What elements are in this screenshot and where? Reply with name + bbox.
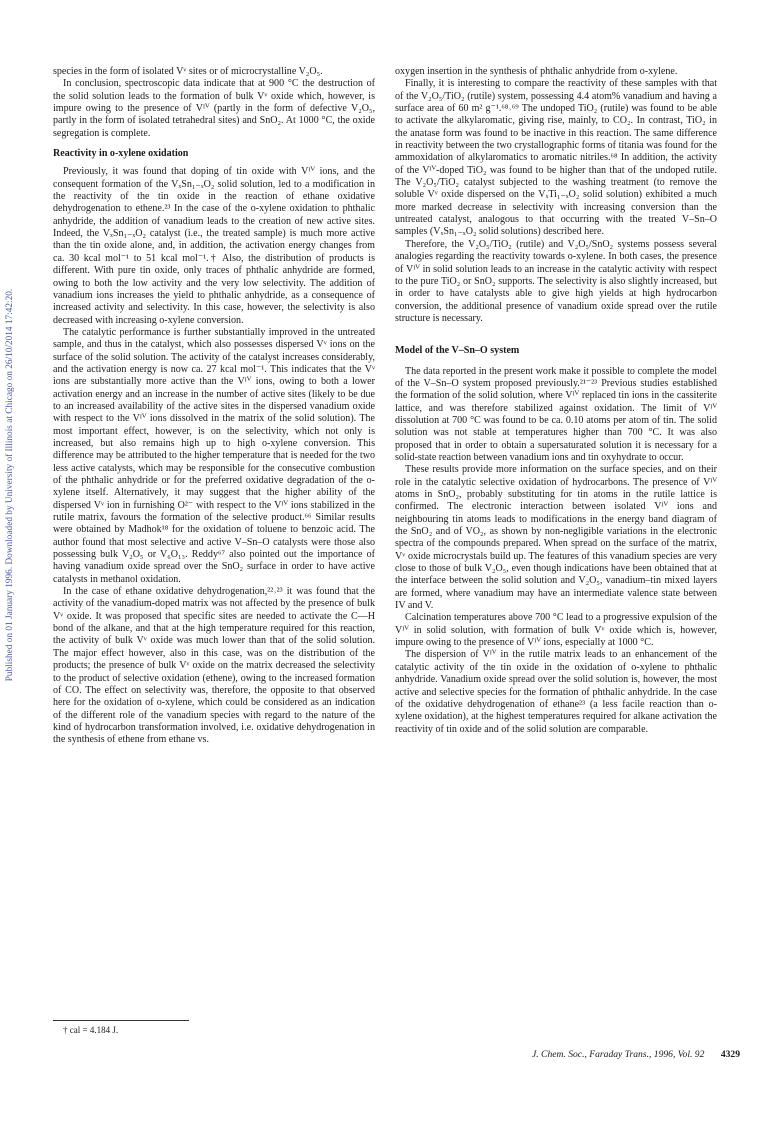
- paragraph-previously: Previously, it was found that doping of tin oxide with Vᴵⱽ ions, and the consequent formation of the VₓSn₁₋ₓO₂ solid solution, led to a modification in the reactivity of the tin oxide in the reaction of ethane oxidative dehydrogenation to ethene.²³ In the case of the o-xylene oxidation to phthalic anhydride, the addition of vanadium leads to the creation of new active sites. Indeed, the VₓSn₁₋ₓO₂ catalyst (i.e., the treated sample) is much more active than the tin oxide alone, and, in addition, the activation energy changes from ca. 30 kcal mol⁻¹ to 51 kcal mol⁻¹.† Also, the distribution of products is different. With pure tin oxide, only traces of phthalic anhydride are formed, owing to both the low activity and the very low selectivity. The addition of vanadium ions increases the yield to phthalic anhydride, as a consequence of increased activity and selectivity. In this case, however, the selectivity is also decreased with increasing o-xylene conversion.: [53, 166, 375, 326]
- paragraph-finally: Finally, it is interesting to compare the reactivity of these samples with that of the V₂O₅/TiO₂ (rutile) system, possessing 4.4 atom% vanadium and having a surface area of 60 m² g⁻¹.⁶⁸˒⁶⁹ The undoped TiO₂ (rutile) was found to be able to activate the alkylaromatic, giving rise, mainly, to CO₂. In contrast, TiO₂ in the anatase form was found to be inactive in this reaction. The same difference in reactivity between the two crystallographic forms of titania was found for the ammoxidation of alkylaromatics to aromatic nitriles.⁶⁸ In addition, the activity of the Vᴵⱽ-doped TiO₂ was found to be higher than that of the undoped rutile. The V₂O₅/TiO₂ catalyst subjected to the washing treatment (to remove the soluble Vᵛ oxide dispersed on the VₓTi₁₋ₓO₂ solid solution) exhibited a much more marked decrease in selectivity with increasing conversion than the untreated catalyst, analogous to that occurring with the treated V–Sn–O samples (VₓSn₁₋ₓO₂ solid solutions) described here.: [395, 78, 717, 238]
- paragraph-data-reported: The data reported in the present work make it possible to complete the model of the V–Sn–O system proposed previously.²¹⁻²³ Previous studies established the formation of the solid solution, where Vᴵⱽ replaced tin ions in the cassiterite lattice, and was therefore stabilized against oxidation. The limit of Vᴵⱽ dissolution at 700 °C was found to be ca. 0.10 atoms per atom of tin. The solid solution was not stable at temperatures higher than 700 °C. It was also proposed that in order to obtain a supersaturated solution it is necessary for a solid-state reaction between vanadium ions and tin oxyhydrate to occur.: [395, 365, 717, 463]
- paragraph-oxygen-insertion: oxygen insertion in the synthesis of phthalic anhydride from o-xylene.: [395, 66, 678, 77]
- paragraph-ethane-dehydrogenation: In the case of ethane oxidative dehydrogenation,²²˒²³ it was found that the activity of the vanadium-doped matrix was not affected by the presence of bulk Vᵛ oxide. It was proposed that specific sites are needed to activate the C—H bond of the alkane, and that at the high temperature required for this reaction, the activity of bulk Vᵛ oxide was much lower than that of the solid solution. The major effect however, also in this case, was on the distribution of the products; the presence of bulk Vᵛ oxide on the matrix decreased the selectivity to the product of selective oxidation (ethene), owing to the increased formation of CO. The effect on selectivity was, therefore, the opposite to that observed here for the oxidation of o-xylene, which could be considered as an indication of the different role of the vanadium species with regard to the nature of the kind of hydrocarbon transformation involved, i.e. oxidative dehydrogenation in the synthesis of ethene from ethane vs.: [53, 586, 375, 746]
- paragraph-results: These results provide more information on the surface species, and on their role in the catalytic selective oxidation of hydrocarbons. The presence of Vᴵⱽ atoms in SnO₂, probably substituting for tin atoms in the rutile lattice is confirmed. The electronic interaction between isolated Vᴵⱽ ions and neighbouring tin atoms leads to modifications in the energy band diagram of the SnO₂ and of VO₂, as shown by non-negligible variations in the electronic spectra of the compounds prepared. When spread on the surface of the matrix, Vᵛ oxide microcrystals build up. The features of this vanadium species are very close to those of bulk V₂O₅, even though indications have been obtained that at the interface between the solid solution and V₂O₅, vanadium–tin mixed layers are formed, where vanadium may have an intermediate valence state between IV and V.: [395, 464, 717, 612]
- page-footer: [532, 1049, 740, 1060]
- footnote: † cal = 4.184 J.: [63, 1025, 119, 1035]
- download-watermark-text: Published on 01 January 1996. Downloaded by University of Illinois at Chicago on 26/10/2014 17:42:20.: [5, 288, 15, 682]
- paragraph-calcination: Calcination temperatures above 700 °C lead to a progressive expulsion of the Vᴵⱽ in solid solution, with formation of bulk Vᵛ oxide which is, however, impure owing to the presence of Vᴵⱽ ions, especially at 1000 °C.: [395, 612, 717, 649]
- paragraph-conclusion: In conclusion, spectroscopic data indicate that at 900 °C the destruction of the solid solution leads to the formation of bulk Vᵛ oxide which, however, is impure owing to the presence of Vᴵⱽ (partly in the form of defective V₂O₅, partly in the form of isolated tetrahedral sites) and SnO₂. At 1000 °C, the oxide segregation is complete.: [53, 78, 375, 139]
- journal-citation: J. Chem. Soc., Faraday Trans., 1996, Vol. 92: [531, 1049, 705, 1060]
- page-number: 4329: [720, 1049, 740, 1060]
- section-heading-reactivity: Reactivity in o-xylene oxidation: [53, 148, 189, 160]
- download-watermark: [3, 150, 17, 820]
- paragraph-therefore: Therefore, the V₂O₅/TiO₂ (rutile) and V₂O₅/SnO₂ systems possess several analogies regarding the reactivity towards o-xylene. In both cases, the presence of Vᴵⱽ in solid solution leads to an increase in the catalytic activity with respect to the pure TiO₂ or SnO₂ supports. The selectivity is also slightly increased, but in order to have catalysts able to give high yields at high hydrocarbon conversion, the additional presence of vanadium oxide spread over the rutile structure is necessary.: [395, 238, 717, 324]
- footnote-divider: [53, 1020, 189, 1021]
- left-column: [53, 66, 375, 747]
- paragraph-intro-continuation: species in the form of isolated Vᵛ sites or of microcrystalline V₂O₅.: [53, 66, 323, 77]
- paragraph-dispersion: The dispersion of Vᴵⱽ in the rutile matrix leads to an enhancement of the catalytic activity of the tin oxide in the oxidation of o-xylene to phthalic anhydride. Vanadium oxide spread over the solid solution is, however, the most active and selective species for the formation of phthalic anhydride. In the case of the oxidative dehydrogenation of ethane²³ (a less facile reaction than o-xylene oxidation), at the highest temperatures required for alkane activation the reactivity of tin oxide and of the solid solution are comparable.: [395, 649, 717, 735]
- section-heading-model: Model of the V–Sn–O system: [395, 345, 520, 357]
- right-column: [395, 66, 717, 736]
- paragraph-catalytic-performance: The catalytic performance is further substantially improved in the untreated sample, and thus in the catalyst, which also possesses dispersed Vᵛ ions on the surface of the solid solution. The activity of the catalyst increases considerably, and the activation energy is now ca. 27 kcal mol⁻¹. This indicates that the Vᵛ ions are substantially more active than the Vᴵⱽ ions, owing to both a lower activation energy and an increase in the number of active sites (likely to be due to an increased availability of the active sites in the dispersed vanadium oxide with respect to the Vᴵⱽ ions dissolved in the matrix of the solid solution). The most important effect, however, is on the selectivity, which not only is increased, but also remains high up to high o-xylene conversion. This difference may be attributed to the higher temperature that is needed for the two less active catalysts, which may be responsible for the consecutive combustion of the phthalic anhydride or for the preferred oxidative degradation of the o-xylene itself. Alternatively, it may suggest that the higher ability of the dispersed Vᵛ ion in furnishing O²⁻ with respect to the Vᴵⱽ ions stabilized in the rutile matrix, favours the formation of the selective product.⁶⁶ Similar results were obtained by Madhok¹⁸ for the oxidation of toluene to benzoic acid. The author found that most selective and active V–Sn–O catalysts were those also possessing bulk V₂O₅ or V₆O₁₃. Reddy⁶⁷ also pointed out the importance of having vanadium oxide spread over the SnO₂ surface in order to have active catalysts in methanol oxidation.: [53, 326, 375, 585]
